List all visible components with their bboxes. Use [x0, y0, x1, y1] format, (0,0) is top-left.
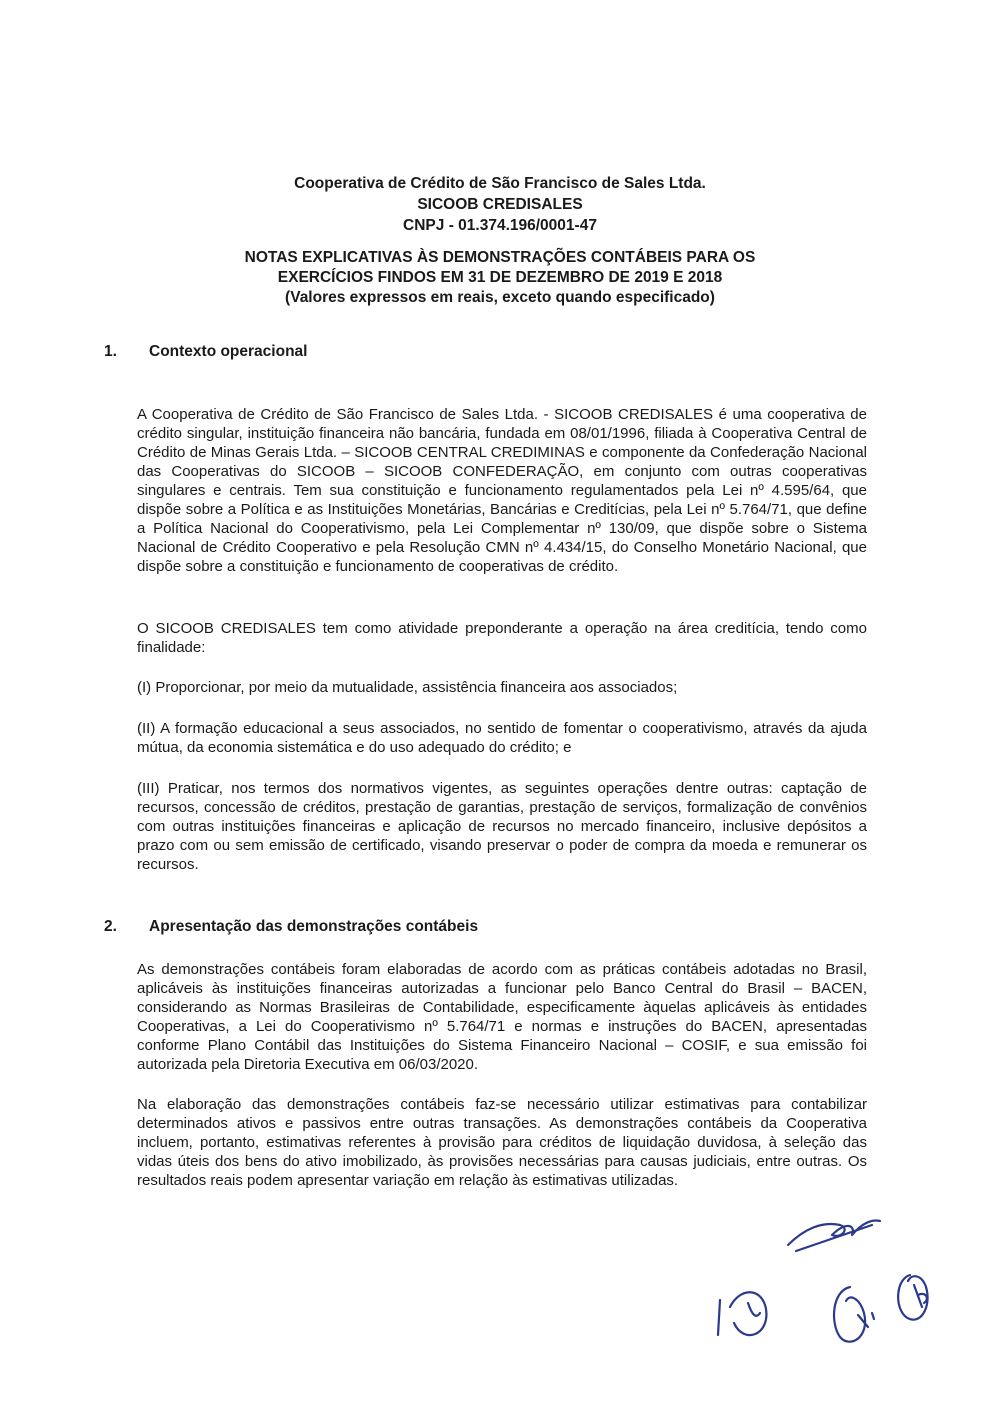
section-number: 2.	[104, 918, 117, 935]
title-line-2: EXERCÍCIOS FINDOS EM 31 DE DEZEMBRO DE 2019 E 2018	[277, 269, 723, 286]
paragraph-presentation: As demonstrações contábeis foram elaboradas de acordo com as práticas contábeis adotadas no Brasil, aplicáveis às instituições financeiras autorizadas a funcionar pelo Banco Central do Brasil – BACEN, considerando as Normas Brasileiras de Contabilidade, especificamente àquelas aplicáveis às entidades Cooperativas, a Lei do Cooperativismo nº 5.764/71 e normas e instruções do BACEN, apresentadas conforme Plano Contábil das Instituições do Sistema Financeiro Nacional – COSIF, e sua emissão foi autorizada pela Diretoria Executiva em 06/03/2020.	[137, 961, 867, 1073]
paragraph-item-1: (I) Proporcionar, por meio da mutualidade, assistência financeira aos associados;	[137, 679, 678, 696]
section-title: Apresentação das demonstrações contábeis	[149, 918, 479, 935]
paragraph-activity: O SICOOB CREDISALES tem como atividade preponderante a operação na área creditícia, tendo como finalidade:	[137, 620, 867, 656]
company-cnpj: CNPJ - 01.374.196/0001-47	[403, 217, 597, 234]
handwritten-signatures	[700, 1195, 960, 1365]
paragraph-context: A Cooperativa de Crédito de São Francisco de Sales Ltda. - SICOOB CREDISALES é uma cooperativa de crédito singular, instituição financeira não bancária, fundada em 08/01/1996, filiada à Cooperativa Central de Crédito de Minas Gerais Ltda. – SICOOB CENTRAL CREDIMINAS e componente da Confederação Nacional das Cooperativas do SICOOB – SICOOB CONFEDERAÇÃO, em conjunto com outras cooperativas singulares e centrais. Tem sua constituição e funcionamento regulamentados pela Lei nº 4.595/64, que dispõe sobre a Política e as Instituições Monetárias, Bancárias e Creditícias, pela Lei nº 5.764/71, que define a Política Nacional do Cooperativismo, pela Lei Complementar nº 130/09, que dispõe sobre o Sistema Nacional de Crédito Cooperativo e pela Resolução CMN nº 4.434/15, do Conselho Monetário Nacional, que dispõe sobre a constituição e funcionamento de cooperativas de crédito.	[137, 406, 867, 575]
paragraph-item-3: (III) Praticar, nos termos dos normativos vigentes, as seguintes operações dentre outras: captação de recursos, concessão de créditos, prestação de garantias, prestação de serviços, formalização de convênios com outras instituições financeiras e aplicação de recursos no mercado financeiro, inclusive depósitos a prazo com ou sem emissão de certificado, visando preservar o poder de compra da moeda e remunerar os recursos.	[137, 780, 867, 873]
section-title: Contexto operacional	[149, 343, 308, 360]
section-2-heading	[104, 918, 478, 936]
company-name: Cooperativa de Crédito de São Francisco de Sales Ltda.	[294, 175, 706, 192]
section-1-heading	[104, 343, 307, 361]
signature-top	[788, 1221, 880, 1245]
company-short-name: SICOOB CREDISALES	[417, 196, 583, 213]
section-number: 1.	[104, 343, 117, 360]
document-header	[150, 173, 850, 236]
paragraph-item-2: (II) A formação educacional a seus associados, no sentido de fomentar o cooperativismo, através da ajuda mútua, da economia sistemática e do uso adequado do crédito; e	[137, 720, 867, 756]
document-title	[150, 248, 850, 308]
signature-middle	[834, 1287, 874, 1342]
paragraph-estimates: Na elaboração das demonstrações contábeis faz-se necessário utilizar estimativas para contabilizar determinados ativos e passivos entre outras transações. As demonstrações contábeis da Cooperativa incluem, portanto, estimativas referentes à provisão para créditos de liquidação duvidosa, à seleção das vidas úteis dos bens do ativo imobilizado, às provisões necessárias para causas judiciais, entre outras. Os resultados reais podem apresentar variação em relação às estimativas utilizadas.	[137, 1096, 867, 1189]
signature-right	[898, 1275, 927, 1320]
signature-left	[718, 1292, 766, 1335]
title-line-1: NOTAS EXPLICATIVAS ÀS DEMONSTRAÇÕES CONTÁBEIS PARA OS	[244, 249, 756, 266]
title-line-3: (Valores expressos em reais, exceto quando especificado)	[285, 289, 715, 306]
